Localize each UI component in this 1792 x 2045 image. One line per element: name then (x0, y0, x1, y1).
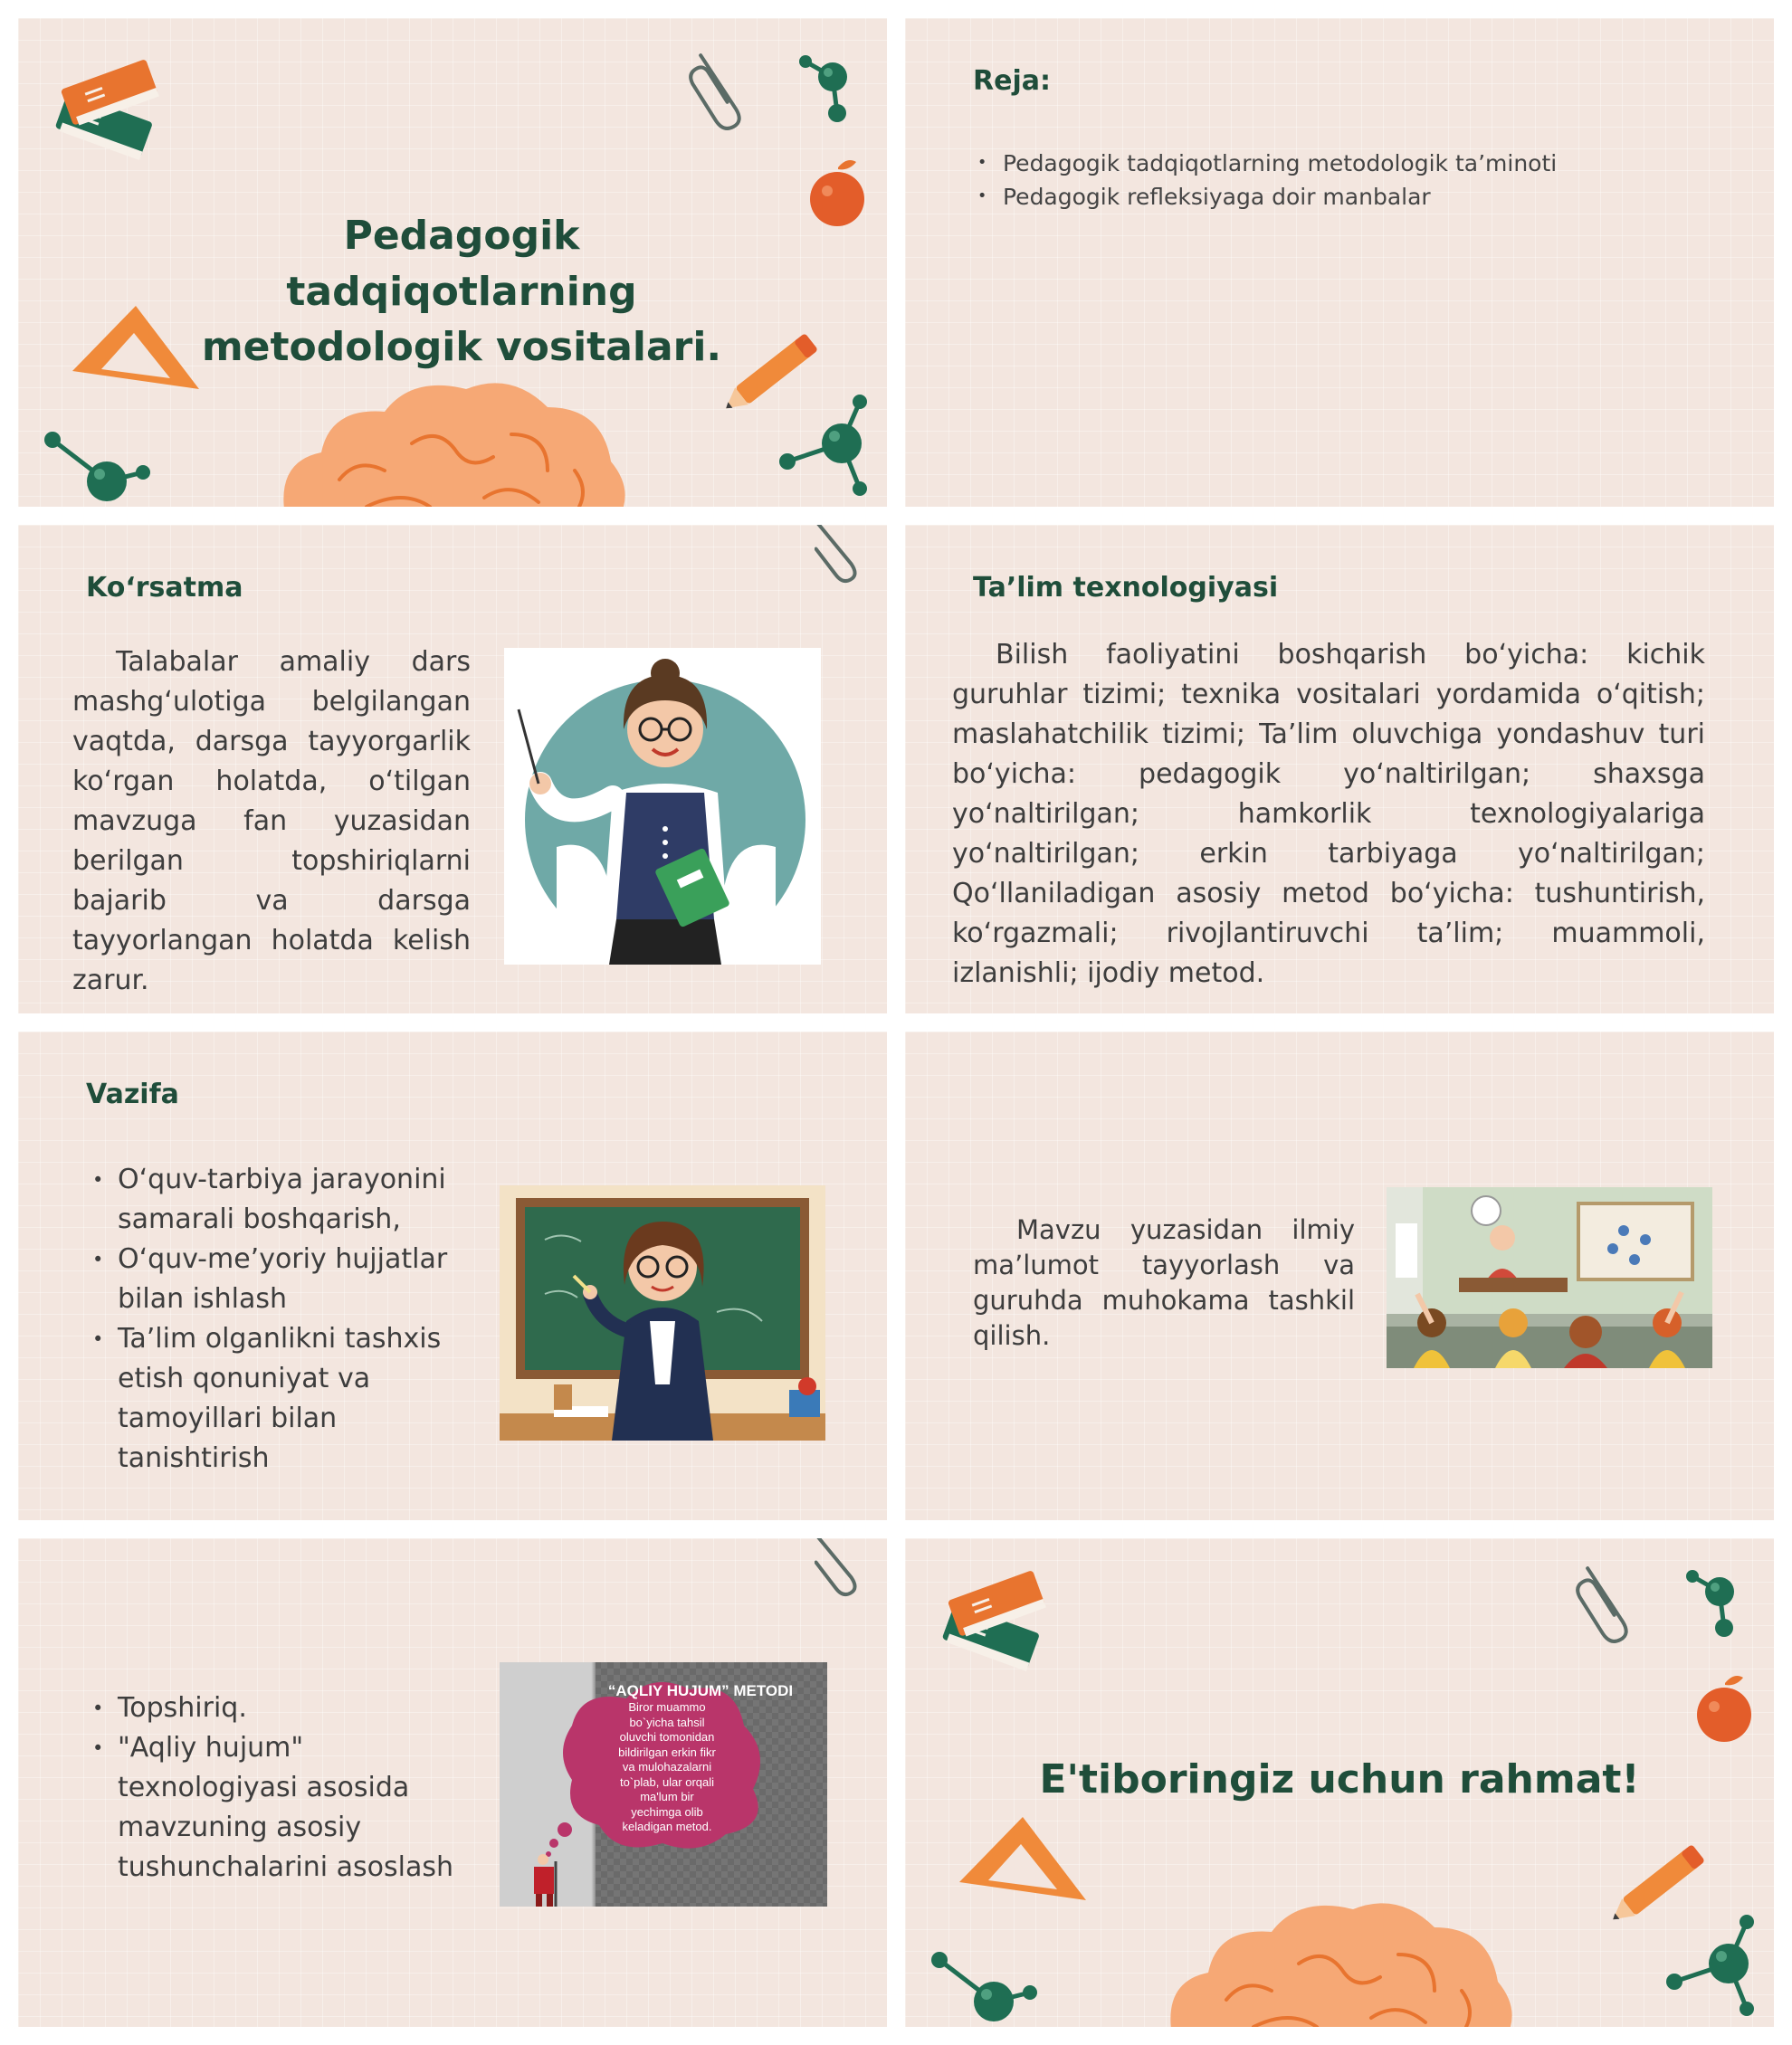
books-icon (45, 45, 181, 181)
slide-instruction[interactable] (18, 525, 887, 1013)
classroom-illustration (1387, 1187, 1712, 1368)
page-title: Pedagogik tadqiqotlarning metodologik vositalari. (201, 213, 722, 371)
brainstorm-image-text: Biror muammo bo`yicha tahsil oluvchi tomonidan bildirilgan erkin fikr va mulohazalarni to`plab, ular orqali ma'lum bir yechimga olib keladigan metod. (618, 1700, 716, 1833)
paperclip-icon (1575, 1547, 1638, 1647)
technology-text: Bilish faoliyatini boshqarish bo‘yicha: kichik guruhlar tizimi; texnika vositalari yordamida o‘qitish; maslahatchilik tizimi; Ta’lim oluvchiga yondashuv turi bo‘yicha: pedagogik yo‘naltirilgan; shaxsga yo‘naltirilgan; hamkorlik texnologiyalariga yo‘naltirilgan; erkin tarbiyaga yo‘naltirilgan; Qo‘llaniladigan asosiy metod bo‘yicha: tushuntirish, ko‘rgazmali; rivojlantiruvchi ta’lim; muammoli, izlanishli; ijodiy metod. (952, 639, 1705, 989)
brainstorm-image-title: “AQLIY HUJUM” METODI (607, 1682, 794, 1699)
slide-assignment[interactable] (905, 1032, 1774, 1520)
apple-icon (805, 149, 869, 231)
list-item: • Ta’lim olganlikni tashxis etish qonuniyat va tamoyillari bilan tanishtirish (92, 1319, 472, 1479)
instruction-heading: Ko‘rsatma (86, 572, 243, 604)
list-item: • Topshiriq. (92, 1688, 472, 1728)
triangle-ruler-icon (950, 1810, 1095, 1918)
molecule-icon (36, 416, 154, 507)
apple-icon (1692, 1665, 1756, 1746)
molecule-icon (923, 1936, 1041, 2027)
molecule-icon (1674, 1551, 1756, 1641)
list-item: • O‘quv-tarbiya jarayonini samarali boshqarish, (92, 1160, 472, 1240)
slide-technology[interactable] (905, 525, 1774, 1013)
slide-plan[interactable] (905, 18, 1774, 507)
slide-brainstorm-task[interactable] (18, 1538, 887, 2027)
slide-thanks[interactable] (905, 1538, 1774, 2027)
task-heading: Vazifa (86, 1079, 179, 1110)
thanks-title: E'tiboringiz uchun rahmat! (1039, 1756, 1640, 1802)
plan-heading: Reja: (973, 65, 1051, 97)
list-item: • Pedagogik tadqiqotlarning metodologik ta’minoti (977, 147, 1720, 180)
brainstorm-list (92, 1688, 472, 1888)
books-icon (932, 1556, 1068, 1692)
brain-icon (1163, 1891, 1516, 2027)
brainstorm-method-image (500, 1662, 827, 1907)
molecule-icon (1656, 1900, 1774, 2027)
molecule-icon (787, 36, 869, 127)
list-item: • Pedagogik refleksiyaga doir manbalar (977, 180, 1720, 214)
instruction-text: Talabalar amaliy dars mashg‘ulotiga belgilangan vaqtda, darsga tayyorgarlik ko‘rgan holatda, o‘tilgan mavzuga fan yuzasidan berilgan topshiriqlarni bajarib va darsga tayyorlangan holatda kelish zarur. (72, 646, 471, 996)
list-item: • O‘quv-me’yoriy hujjatlar bilan ishlash (92, 1240, 472, 1319)
list-item: • "Aqliy hujum" texnologiyasi asosida mavzuning asosiy tushunchalarini asoslash (92, 1728, 472, 1888)
teacher-blackboard-illustration (500, 1185, 825, 1441)
slide-title[interactable] (18, 18, 887, 507)
paperclip-icon (688, 34, 751, 134)
brain-icon (276, 371, 629, 507)
task-list (92, 1160, 472, 1479)
teacher-illustration (504, 648, 821, 965)
assignment-text: Mavzu yuzasidan ilmiy ma’lumot tayyorlash va guruhda muhokama tashkil qilish. (973, 1214, 1355, 1351)
paperclip-icon (815, 525, 869, 588)
paperclip-icon (815, 1538, 869, 1602)
slide-task[interactable] (18, 1032, 887, 1520)
plan-list (977, 147, 1720, 214)
molecule-icon (769, 380, 887, 507)
technology-heading: Ta’lim texnologiyasi (973, 572, 1279, 604)
